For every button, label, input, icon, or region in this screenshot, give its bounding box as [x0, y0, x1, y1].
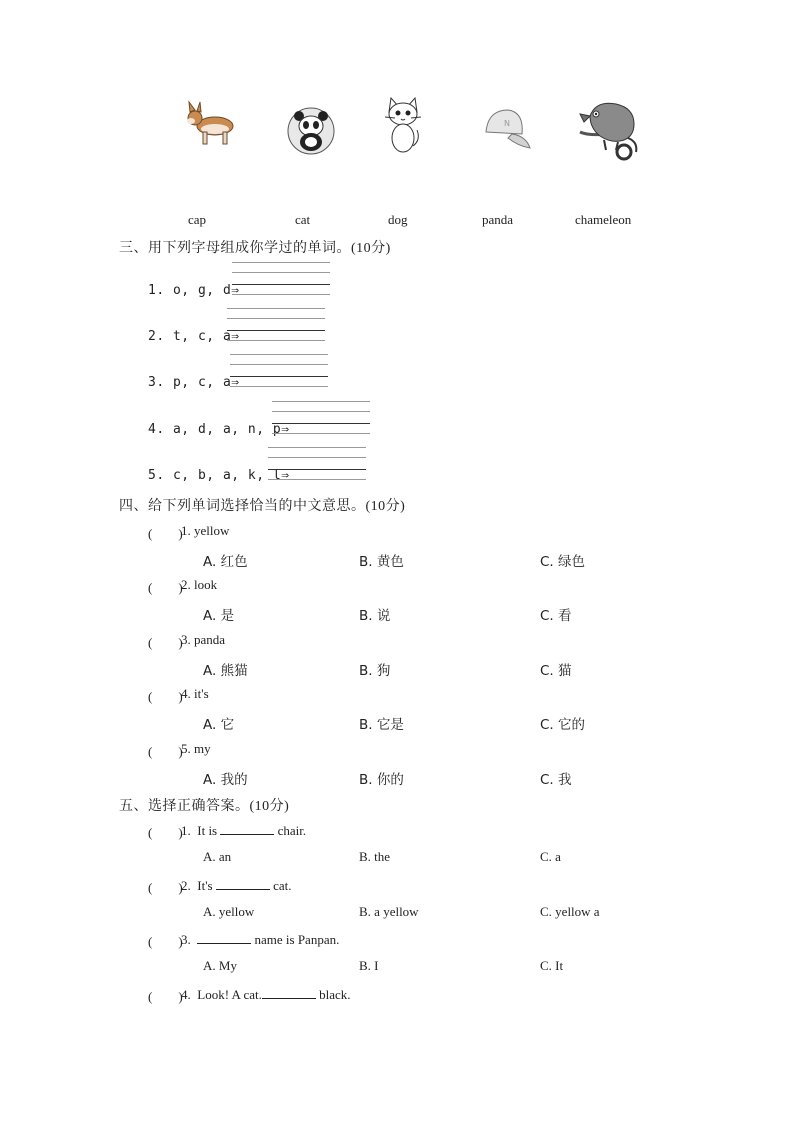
- corgi-dog-picture: [181, 100, 239, 153]
- section-4-points: (10分): [365, 499, 406, 514]
- section-3-points: (10分): [351, 241, 391, 256]
- option-b[interactable]: [359, 904, 419, 920]
- stem-text: black.: [315, 987, 351, 1002]
- option-a[interactable]: A. 熊猫: [203, 663, 248, 679]
- option-text: B. the: [359, 849, 391, 864]
- section-4-title: 四、给下列单词选择恰当的中文意思。: [119, 498, 366, 514]
- chameleon-icon: [576, 96, 642, 162]
- option-text: A. My: [203, 958, 237, 973]
- section-3-item: 3. p, c, a⇒: [148, 375, 240, 390]
- option-b[interactable]: B. 狗: [359, 663, 391, 679]
- fill-blank[interactable]: [262, 986, 316, 999]
- answer-bracket[interactable]: ( ): [148, 744, 183, 759]
- answer-bracket[interactable]: ( ): [148, 989, 183, 1004]
- word-bank-item: cat: [295, 212, 311, 227]
- option-text: B. I: [359, 958, 379, 973]
- option-c[interactable]: C. 它的: [540, 717, 586, 733]
- stem-text: 1. It is: [181, 823, 221, 838]
- option-b[interactable]: [359, 958, 379, 974]
- stem-text: 2. It's: [181, 878, 216, 893]
- option-b[interactable]: [359, 849, 390, 865]
- writing-lines[interactable]: [227, 308, 325, 342]
- question-stem: 4. it's: [181, 686, 209, 701]
- section-3-item: 2. t, c, a⇒: [148, 329, 240, 344]
- writing-lines[interactable]: [272, 401, 370, 435]
- corgi-dog-icon: [181, 100, 239, 148]
- section-5-heading: [119, 795, 289, 815]
- panda-icon: [286, 106, 336, 156]
- section-3-item: 1. o, g, d⇒: [148, 283, 240, 298]
- option-a[interactable]: [203, 904, 254, 920]
- question-stem: 1. yellow: [181, 523, 230, 538]
- option-b[interactable]: B. 你的: [359, 772, 404, 788]
- answer-bracket[interactable]: ( ): [148, 526, 183, 541]
- option-a[interactable]: [203, 958, 237, 974]
- section-3-item: 4. a, d, a, n, p⇒: [148, 422, 290, 437]
- option-text: C. yellow a: [540, 904, 600, 919]
- stem-text: cat.: [269, 878, 292, 893]
- stem-text: name is Panpan.: [251, 932, 340, 947]
- svg-text:N: N: [504, 119, 510, 128]
- cat-picture: [383, 96, 423, 161]
- option-c[interactable]: [540, 904, 600, 920]
- writing-lines[interactable]: [230, 354, 328, 388]
- answer-bracket[interactable]: ( ): [148, 635, 183, 650]
- answer-bracket[interactable]: ( ): [148, 580, 183, 595]
- question-stem: [181, 822, 306, 839]
- cap-picture: [482, 104, 532, 157]
- question-stem: [181, 877, 292, 894]
- question-stem: [181, 931, 339, 948]
- option-a[interactable]: A. 是: [203, 608, 235, 624]
- answer-bracket[interactable]: ( ): [148, 880, 183, 895]
- section-3-item: 5. c, b, a, k, l⇒: [148, 468, 290, 483]
- option-c[interactable]: [540, 958, 563, 974]
- option-text: C. It: [540, 958, 564, 973]
- option-text: C. a: [540, 849, 561, 864]
- answer-bracket[interactable]: ( ): [148, 825, 183, 840]
- section-3-heading: [119, 237, 391, 257]
- fill-blank[interactable]: [216, 877, 270, 890]
- word-bank-item: chameleon: [575, 212, 632, 227]
- option-c[interactable]: C. 猫: [540, 663, 572, 679]
- word-bank-item: cap: [188, 212, 207, 227]
- answer-bracket[interactable]: ( ): [148, 689, 183, 704]
- stem-text: 3.: [181, 932, 198, 947]
- writing-lines[interactable]: [232, 262, 330, 296]
- option-c[interactable]: C. 我: [540, 772, 572, 788]
- cat-icon: [383, 96, 423, 156]
- writing-lines[interactable]: [268, 447, 366, 481]
- option-a[interactable]: A. 我的: [203, 772, 248, 788]
- option-a[interactable]: [203, 849, 231, 865]
- word-bank-item: dog: [388, 212, 408, 227]
- question-stem: 5. my: [181, 741, 211, 756]
- question-stem: 2. look: [181, 577, 218, 592]
- section-3-title: 三、用下列字母组成你学过的单词。: [119, 240, 351, 256]
- answer-bracket[interactable]: ( ): [148, 934, 183, 949]
- stem-text: 4. Look! A cat.: [181, 987, 262, 1002]
- question-stem: [181, 986, 351, 1003]
- fill-blank[interactable]: [220, 822, 274, 835]
- fill-blank[interactable]: [197, 931, 251, 944]
- cap-icon: [482, 104, 532, 152]
- panda-picture: [286, 106, 336, 161]
- word-bank-item: panda: [482, 212, 514, 227]
- question-stem: 3. panda: [181, 632, 226, 647]
- section-4-heading: [119, 495, 405, 515]
- option-text: A. yellow: [203, 904, 255, 919]
- option-a[interactable]: A. 它: [203, 717, 235, 733]
- option-c[interactable]: [540, 849, 561, 865]
- option-c[interactable]: C. 绿色: [540, 554, 586, 570]
- stem-text: chair.: [274, 823, 307, 838]
- section-5-points: (10分): [249, 799, 290, 814]
- chameleon-picture: [576, 96, 642, 167]
- option-b[interactable]: B. 黄色: [359, 554, 404, 570]
- option-a[interactable]: A. 红色: [203, 554, 248, 570]
- option-text: B. a yellow: [359, 904, 419, 919]
- section-5-title: 五、选择正确答案。: [119, 798, 250, 814]
- option-b[interactable]: B. 它是: [359, 717, 404, 733]
- option-text: A. an: [203, 849, 232, 864]
- option-c[interactable]: C. 看: [540, 608, 572, 624]
- option-b[interactable]: B. 说: [359, 608, 391, 624]
